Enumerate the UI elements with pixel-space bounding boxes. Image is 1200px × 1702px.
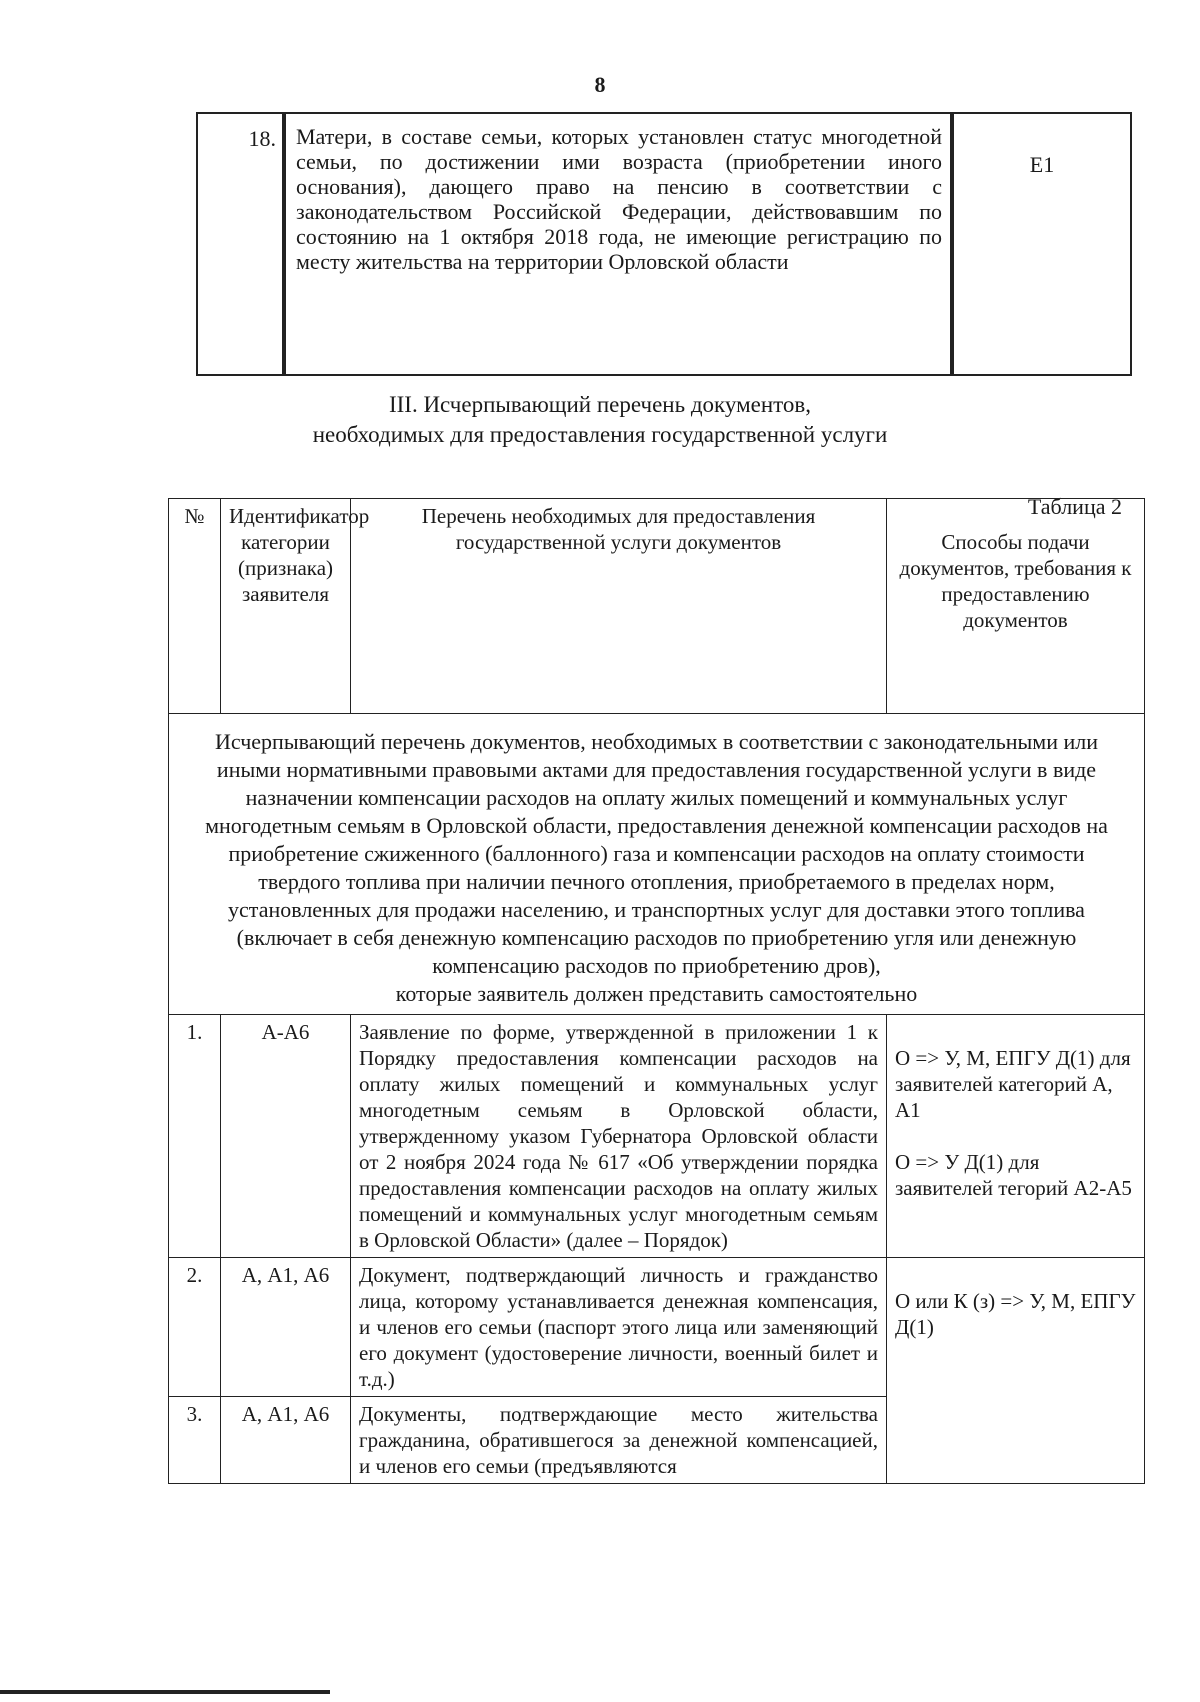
section-heading-line-2: необходимых для предоставления государственной услуги xyxy=(312,422,888,447)
table-header-row xyxy=(169,499,1145,714)
table-row xyxy=(169,1258,1145,1397)
continued-table-row-18 xyxy=(196,112,1132,376)
row-number: 3. xyxy=(169,1397,221,1484)
row-identifier: А-А6 xyxy=(221,1015,351,1258)
row-methods xyxy=(887,1015,1145,1258)
header-methods: Способы подачи документов, требования к предоставлению документов xyxy=(887,499,1145,714)
page-number: 8 xyxy=(594,72,606,97)
row-18-identifier: Е1 xyxy=(952,114,1130,374)
row-documents: Заявление по форме, утвержденной в приложении 1 к Порядку предоставления компенсации расходов на оплату жилых помещений и коммунальных услуг многодетным семьям в Орловской области, утвержденному указом Губернатора Орловской области от 2 ноября 2024 года № 617 «Об утверждении порядка предоставления компенсации расходов на оплату жилых помещений и коммунальных услуг многодетным семьям в Орловской Области» (далее – Порядок) xyxy=(351,1015,887,1258)
row-methods: О или К (з) => У, М, ЕПГУ Д(1) xyxy=(887,1258,1145,1484)
merged-description-row xyxy=(169,714,1145,1015)
merged-description-last-line: которые заявитель должен представить самостоятельно xyxy=(395,981,918,1006)
header-number: № xyxy=(169,499,221,714)
documents-table xyxy=(168,498,1145,1484)
row-identifier: А, А1, А6 xyxy=(221,1397,351,1484)
row-documents: Документы, подтверждающие место жительства гражданина, обратившегося за денежной компенсацией, и членов его семьи (предъявляются xyxy=(351,1397,887,1484)
merged-description-paragraph: Исчерпывающий перечень документов, необходимых в соответствии с законодательными или иными нормативными правовыми актами для предоставления государственной услуги в виде назначении компенсации расходов на оплату жилых помещений и коммунальных услуг многодетным семьям в Орловской области, предоставления денежной компенсации расходов на приобретение сжиженного (баллонного) газа и компенсации расходов на оплату стоимости твердого топлива при наличии печного отопления, приобретаемого в пределах норм, установленных для продажи населению, и транспортных услуг для доставки этого топлива (включает в себя денежную компенсацию расходов по приобретению угля или денежную компенсацию расходов по приобретению дров), xyxy=(205,729,1108,978)
row-methods-part-a: О => У, М, ЕПГУ Д(1) для заявителей категорий А, А1 xyxy=(895,1046,1131,1122)
merged-description-cell xyxy=(169,714,1145,1015)
row-number: 1. xyxy=(169,1015,221,1258)
section-heading xyxy=(0,390,1200,450)
scan-edge-line xyxy=(0,1690,330,1694)
row-number: 2. xyxy=(169,1258,221,1397)
row-documents: Документ, подтверждающий личность и гражданство лица, которому устанавливается денежная компенсация, и членов его семьи (паспорт этого лица или заменяющий его документ (удостоверение личности, военный билет и т.д.) xyxy=(351,1258,887,1397)
row-18-number: 18. xyxy=(198,114,284,374)
row-identifier: А, А1, А6 xyxy=(221,1258,351,1397)
row-18-description: Матери, в составе семьи, которых установлен статус многодетной семьи, по достижении ими возраста (приобретении иного основания), дающего право на пенсию в соответствии с законодательством Российской Федерации, действовавшим по состоянию на 1 октября 2018 года, не имеющие регистрацию по месту жительства на территории Орловской области xyxy=(284,114,952,374)
table-caption: Таблица 2 xyxy=(1027,494,1122,519)
header-documents: Перечень необходимых для предоставления государственной услуги документов xyxy=(351,499,887,714)
row-methods-part-b: О => У Д(1) для заявителей тегорий А2-А5 xyxy=(895,1150,1132,1200)
header-identifier: Идентификатор категории (признака) заявителя xyxy=(221,499,351,714)
section-heading-line-1: III. Исчерпывающий перечень документов, xyxy=(388,392,812,417)
table-row xyxy=(169,1015,1145,1258)
